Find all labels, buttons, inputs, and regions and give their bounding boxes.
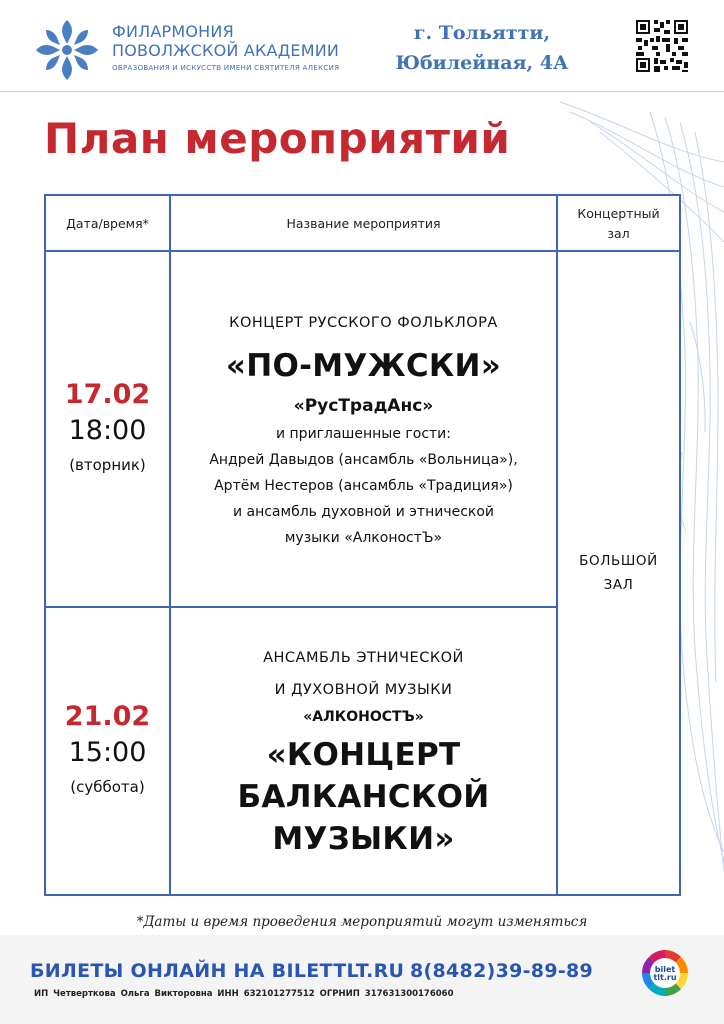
address-city: г. Тольятти,: [413, 22, 551, 44]
qr-code-icon[interactable]: [634, 18, 690, 74]
hall-line1: БОЛЬШОЙ: [579, 553, 658, 569]
bilet-logo-line1: bilet: [654, 965, 676, 974]
event-1-guests-line3: Артём Нестеров (ансамбль «Традиция»): [214, 478, 513, 494]
phone-number[interactable]: 8(8482)39-89-89: [410, 960, 594, 982]
event-2-subtitle-line1: АНСАМБЛЬ ЭТНИЧЕСКОЙ: [263, 650, 464, 666]
header-date: Дата/время*: [66, 215, 149, 231]
org-name-line2: ПОВОЛЖСКОЙ АКАДЕМИИ: [112, 41, 340, 60]
event-2-ensemble: «АЛКОНОСТЪ»: [303, 709, 424, 725]
event-1-name: «ПО-МУЖСКИ»: [225, 348, 502, 384]
bilet-tlt-logo-icon[interactable]: [640, 948, 690, 998]
event-2-name-line2: БАЛКАНСКОЙ: [237, 779, 490, 815]
header-event-name: Название мероприятия: [286, 215, 441, 231]
event-2-subtitle-line2: И ДУХОВНОЙ МУЗЫКИ: [274, 682, 453, 698]
address-street: Юбилейная, 4А: [395, 52, 569, 74]
event-2-weekday: (суббота): [70, 778, 145, 796]
event-2-time: 15:00: [68, 737, 147, 768]
event-1-details: [171, 252, 556, 606]
page-title: План мероприятий: [44, 114, 511, 163]
org-name-line1: ФИЛАРМОНИЯ: [112, 22, 234, 41]
hall-line2: ЗАЛ: [603, 577, 634, 593]
event-1-guests-line2: Андрей Давыдов (ансамбль «Вольница»),: [209, 452, 518, 468]
event-hall: [558, 252, 679, 894]
event-1-weekday: (вторник): [69, 456, 146, 474]
legal-info: ИП Четверткова Ольга Викторовна ИНН 632101277512 ОГРНИП 317631300176060: [34, 989, 454, 999]
event-2-date: 21.02: [64, 701, 151, 732]
disclaimer-note: *Даты и время проведения мероприятий могут изменяться: [136, 914, 588, 930]
event-1-datetime: [46, 252, 169, 606]
address: [392, 18, 572, 78]
event-1-time: 18:00: [68, 415, 147, 446]
organization-name: [112, 22, 339, 72]
event-2-name-line1: «КОНЦЕРТ: [266, 737, 461, 773]
event-2-datetime: [46, 608, 169, 894]
header-hall-line2: зал: [607, 225, 630, 241]
tickets-online-link[interactable]: БИЛЕТЫ ОНЛАЙН НА BILETTLT.RU: [30, 960, 405, 982]
bilet-logo-line2: tlt.ru: [653, 973, 677, 982]
event-1-guests-line1: и приглашенные гости:: [275, 426, 451, 442]
event-2-details: [171, 608, 556, 894]
event-1-ensemble: «РусТрадАнс»: [293, 396, 434, 416]
philharmonic-cross-logo-icon: [34, 18, 100, 82]
events-table: [44, 194, 681, 896]
event-1-guests-line4: и ансамбль духовной и этнической: [232, 504, 495, 520]
header: [0, 0, 724, 92]
header-hall: [558, 196, 679, 251]
event-2-name-line3: МУЗЫКИ»: [272, 821, 455, 857]
event-1-subtitle: КОНЦЕРТ РУССКОГО ФОЛЬКЛОРА: [229, 315, 498, 331]
header-hall-line1: Концертный: [577, 205, 660, 221]
event-1-date: 17.02: [64, 379, 151, 410]
org-name-line3: ОБРАЗОВАНИЯ И ИСКУССТВ ИМЕНИ СВЯТИТЕЛЯ АЛЕКСИЯ: [112, 63, 340, 72]
event-1-guests-line5: музыки «АлконостЪ»: [284, 530, 443, 546]
